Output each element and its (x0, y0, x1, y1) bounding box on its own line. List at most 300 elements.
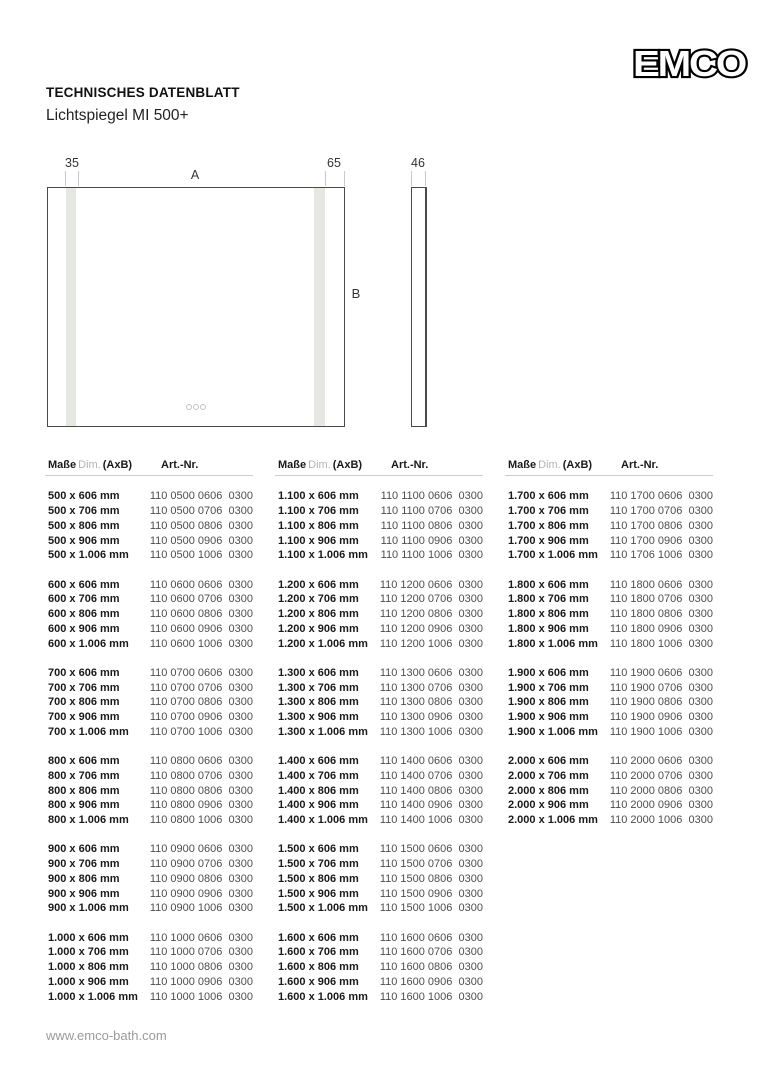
dimension-label-right-strip: 65 (327, 156, 341, 170)
article-number-cell: 110 0900 1006 0300 (149, 902, 253, 915)
size-group (505, 489, 713, 563)
dimension-tick (411, 171, 412, 186)
article-number-cell: 110 0700 0806 0300 (149, 696, 253, 709)
article-number-cell: 110 2000 0606 0300 (609, 755, 713, 768)
article-number-cell: 110 1000 1006 0300 (149, 990, 253, 1003)
article-number-cell: 110 0900 0706 0300 (149, 858, 253, 871)
article-number-cell: 110 0700 0706 0300 (149, 681, 253, 694)
article-number-cell: 110 0500 0606 0300 (149, 490, 253, 503)
table-body (275, 489, 483, 1004)
dimension-column-header (48, 459, 161, 471)
dimension-cell: 1.800 x 706 mm (508, 593, 589, 606)
size-group (45, 577, 253, 651)
article-number-cell: 110 1100 1006 0300 (380, 549, 483, 562)
table-row (275, 901, 483, 916)
touch-control-dots (186, 404, 206, 410)
table-row (505, 710, 713, 725)
dimension-cell: 2.000 x 706 mm (508, 769, 589, 782)
table-row (505, 769, 713, 784)
mirror-front-view (47, 187, 345, 427)
size-group (45, 930, 253, 1004)
dimension-cell: 1.100 x 906 mm (278, 534, 359, 547)
table-row (275, 945, 483, 960)
dimension-cell: 1.000 x 1.006 mm (48, 990, 138, 1003)
touch-dot-icon (186, 404, 192, 410)
table-row (45, 842, 253, 857)
dimension-cell: 900 x 806 mm (48, 872, 120, 885)
dimension-cell: 700 x 606 mm (48, 666, 120, 679)
table-row (45, 930, 253, 945)
dimension-cell: 500 x 906 mm (48, 534, 120, 547)
table-row (275, 725, 483, 740)
dimension-cell: 700 x 706 mm (48, 681, 120, 694)
dimension-cell: 2.000 x 606 mm (508, 755, 589, 768)
dimension-cell: 1.700 x 606 mm (508, 490, 589, 503)
table-row (45, 592, 253, 607)
footer-website-url: www.emco-bath.com (46, 1028, 167, 1043)
dimension-cell: 600 x 906 mm (48, 622, 120, 635)
article-table-column-1 (45, 455, 253, 1004)
article-number-cell: 110 0500 0706 0300 (149, 505, 253, 518)
dimension-cell: 1.600 x 806 mm (278, 961, 359, 974)
table-body (505, 489, 713, 828)
table-row (275, 975, 483, 990)
dimension-cell: 1.900 x 1.006 mm (508, 725, 598, 738)
article-number-cell: 110 1300 0806 0300 (379, 696, 483, 709)
table-row (45, 607, 253, 622)
dimension-cell: 1.000 x 906 mm (48, 975, 129, 988)
table-row (275, 710, 483, 725)
dimension-cell: 600 x 806 mm (48, 608, 120, 621)
article-number-cell: 110 1200 0806 0300 (379, 608, 483, 621)
table-row (45, 754, 253, 769)
header-axb: (AxB) (332, 459, 363, 471)
dimension-cell: 1.200 x 906 mm (278, 622, 359, 635)
article-number-cell: 110 1900 1006 0300 (609, 725, 713, 738)
article-number-cell: 110 0600 0606 0300 (149, 578, 253, 591)
dimension-cell: 1.400 x 606 mm (278, 755, 359, 768)
size-group (505, 754, 713, 828)
dimension-cell: 1.300 x 806 mm (278, 696, 359, 709)
article-number-cell: 110 1706 1006 0300 (609, 549, 713, 562)
article-number-cell: 110 0900 0906 0300 (149, 887, 253, 900)
article-number-cell: 110 2000 0706 0300 (609, 769, 713, 782)
size-group (275, 754, 483, 828)
dimension-cell: 1.300 x 1.006 mm (278, 725, 368, 738)
dimension-cell: 600 x 1.006 mm (48, 637, 129, 650)
dimension-cell: 1.700 x 906 mm (508, 534, 589, 547)
artnr-column-header: Art.-Nr. (391, 459, 429, 471)
size-group (45, 666, 253, 740)
table-row (275, 636, 483, 651)
article-number-cell: 110 0700 0906 0300 (149, 711, 253, 724)
article-number-cell: 110 1500 0706 0300 (379, 858, 483, 871)
table-row (275, 577, 483, 592)
dimension-cell: 1.000 x 806 mm (48, 961, 129, 974)
article-number-cell: 110 1300 0906 0300 (379, 711, 483, 724)
dimension-cell: 1.300 x 606 mm (278, 666, 359, 679)
dimension-tick (65, 171, 66, 186)
table-row (275, 666, 483, 681)
dimension-cell: 1.900 x 906 mm (508, 711, 589, 724)
table-row (505, 666, 713, 681)
article-number-cell: 110 1600 0906 0300 (379, 975, 483, 988)
table-row (45, 945, 253, 960)
table-row (45, 680, 253, 695)
table-row (275, 989, 483, 1004)
article-number-cell: 110 1900 0906 0300 (609, 711, 713, 724)
size-group (45, 754, 253, 828)
dimension-label-width-a: A (190, 168, 200, 182)
table-row (275, 548, 483, 563)
dimension-tick (325, 171, 326, 186)
article-number-cell: 110 1500 0906 0300 (379, 887, 483, 900)
table-row (505, 548, 713, 563)
dimension-cell: 800 x 1.006 mm (48, 814, 129, 827)
article-number-cell: 110 1700 0806 0300 (609, 519, 713, 532)
table-row (275, 872, 483, 887)
dimension-cell: 900 x 906 mm (48, 887, 120, 900)
article-tables (45, 455, 713, 1004)
size-group (275, 930, 483, 1004)
article-number-cell: 110 2000 0906 0300 (609, 799, 713, 812)
article-number-cell: 110 1800 0806 0300 (609, 608, 713, 621)
dimension-cell: 500 x 1.006 mm (48, 549, 129, 562)
dimension-cell: 800 x 906 mm (48, 799, 120, 812)
dimension-cell: 1.200 x 706 mm (278, 593, 359, 606)
dimension-cell: 1.100 x 806 mm (278, 519, 359, 532)
article-number-cell: 110 0600 0906 0300 (149, 622, 253, 635)
dimension-cell: 1.300 x 906 mm (278, 711, 359, 724)
table-row (45, 622, 253, 637)
dimension-cell: 1.200 x 606 mm (278, 578, 359, 591)
table-row (275, 798, 483, 813)
dimension-label-height-b: B (351, 286, 361, 301)
table-row (45, 989, 253, 1004)
dimension-cell: 1.800 x 1.006 mm (508, 637, 598, 650)
dimension-cell: 1.700 x 1.006 mm (508, 549, 598, 562)
table-row (45, 769, 253, 784)
article-number-cell: 110 1000 0606 0300 (149, 931, 253, 944)
table-row (505, 680, 713, 695)
table-row (45, 710, 253, 725)
size-group (505, 577, 713, 651)
table-row (275, 592, 483, 607)
article-number-cell: 110 1600 0606 0300 (379, 931, 483, 944)
dimension-cell: 1.400 x 1.006 mm (278, 814, 368, 827)
article-number-cell: 110 1000 0706 0300 (149, 946, 253, 959)
table-row (505, 783, 713, 798)
table-row (275, 769, 483, 784)
dimension-cell: 1.800 x 906 mm (508, 622, 589, 635)
touch-dot-icon (193, 404, 199, 410)
article-number-cell: 110 1100 0906 0300 (380, 534, 483, 547)
article-number-cell: 110 0800 0906 0300 (149, 799, 253, 812)
table-row (45, 813, 253, 828)
table-row (505, 636, 713, 651)
table-row (505, 533, 713, 548)
table-row (275, 504, 483, 519)
article-number-cell: 110 0800 1006 0300 (149, 814, 253, 827)
table-row (45, 533, 253, 548)
dimension-cell: 1.100 x 706 mm (278, 505, 359, 518)
dimension-tick (425, 171, 426, 186)
emco-logo (630, 45, 748, 83)
dimension-cell: 1.600 x 706 mm (278, 946, 359, 959)
article-number-cell: 110 1600 0806 0300 (379, 961, 483, 974)
size-group (275, 842, 483, 916)
table-row (275, 783, 483, 798)
table-row (505, 607, 713, 622)
article-number-cell: 110 1400 0706 0300 (379, 769, 483, 782)
table-row (505, 798, 713, 813)
touch-dot-icon (200, 404, 206, 410)
header-axb: (AxB) (102, 459, 133, 471)
size-group (45, 489, 253, 563)
table-body (45, 489, 253, 1004)
table-row (45, 783, 253, 798)
table-row (45, 857, 253, 872)
dimension-cell: 1.500 x 806 mm (278, 872, 359, 885)
article-number-cell: 110 0600 0806 0300 (149, 608, 253, 621)
article-number-cell: 110 0700 0606 0300 (149, 666, 253, 679)
article-number-cell: 110 2000 1006 0300 (609, 814, 713, 827)
dimension-cell: 800 x 606 mm (48, 755, 120, 768)
dimension-cell: 700 x 1.006 mm (48, 725, 129, 738)
table-row (275, 886, 483, 901)
table-row (505, 504, 713, 519)
article-number-cell: 110 1300 1006 0300 (379, 725, 483, 738)
dimension-cell: 500 x 706 mm (48, 505, 120, 518)
article-number-cell: 110 1700 0706 0300 (609, 505, 713, 518)
table-row (275, 607, 483, 622)
table-row (45, 960, 253, 975)
article-number-cell: 110 1100 0606 0300 (380, 490, 483, 503)
dimension-cell: 1.800 x 606 mm (508, 578, 589, 591)
dimension-cell: 900 x 606 mm (48, 843, 120, 856)
article-number-cell: 110 1200 0906 0300 (379, 622, 483, 635)
article-number-cell: 110 1900 0606 0300 (609, 666, 713, 679)
dimension-cell: 800 x 806 mm (48, 784, 120, 797)
dimension-cell: 1.400 x 806 mm (278, 784, 359, 797)
article-number-cell: 110 1900 0706 0300 (609, 681, 713, 694)
dimension-cell: 1.900 x 806 mm (508, 696, 589, 709)
dimension-cell: 1.400 x 706 mm (278, 769, 359, 782)
table-row (505, 519, 713, 534)
artnr-column-header: Art.-Nr. (161, 459, 199, 471)
size-group (275, 577, 483, 651)
table-row (275, 622, 483, 637)
dimension-cell: 1.900 x 606 mm (508, 666, 589, 679)
led-light-strip-right (314, 188, 325, 426)
article-number-cell: 110 0500 0906 0300 (149, 534, 253, 547)
table-row (275, 533, 483, 548)
emco-logo-text: EMCO (633, 45, 747, 83)
article-number-cell: 110 1500 0606 0300 (379, 843, 483, 856)
table-row (505, 725, 713, 740)
table-row (45, 975, 253, 990)
dimension-cell: 1.700 x 806 mm (508, 519, 589, 532)
article-table-column-2 (275, 455, 483, 1004)
table-row (505, 592, 713, 607)
dimension-cell: 1.800 x 806 mm (508, 608, 589, 621)
dimension-cell: 2.000 x 806 mm (508, 784, 589, 797)
dimension-cell: 2.000 x 906 mm (508, 799, 589, 812)
dimension-cell: 900 x 706 mm (48, 858, 120, 871)
article-number-cell: 110 1400 1006 0300 (379, 814, 483, 827)
header-masse: Maße (278, 459, 307, 471)
article-number-cell: 110 1800 0906 0300 (609, 622, 713, 635)
page-title: TECHNISCHES DATENBLATT (46, 85, 240, 100)
table-row (505, 754, 713, 769)
article-number-cell: 110 2000 0806 0300 (609, 784, 713, 797)
dimension-cell: 700 x 906 mm (48, 711, 120, 724)
header-axb: (AxB) (562, 459, 593, 471)
table-row (275, 960, 483, 975)
dimension-cell: 600 x 706 mm (48, 593, 120, 606)
dimension-cell: 1.500 x 1.006 mm (278, 902, 368, 915)
table-row (45, 577, 253, 592)
header-masse: Maße (48, 459, 77, 471)
mirror-side-view (411, 187, 427, 427)
dimension-cell: 1.700 x 706 mm (508, 505, 589, 518)
dimension-label-depth: 46 (411, 156, 425, 170)
table-row (505, 489, 713, 504)
article-number-cell: 110 1500 1006 0300 (379, 902, 483, 915)
table-row (45, 489, 253, 504)
size-group (275, 489, 483, 563)
article-number-cell: 110 1700 0606 0300 (609, 490, 713, 503)
article-number-cell: 110 1800 0606 0300 (609, 578, 713, 591)
dimension-cell: 800 x 706 mm (48, 769, 120, 782)
table-row (275, 489, 483, 504)
article-number-cell: 110 1100 0806 0300 (380, 519, 483, 532)
dimension-cell: 1.200 x 806 mm (278, 608, 359, 621)
dimension-cell: 1.600 x 1.006 mm (278, 990, 368, 1003)
header-dim: Dim. (308, 459, 331, 471)
table-header (505, 455, 713, 476)
dimension-tick (344, 171, 345, 186)
dimension-column-header (508, 459, 621, 471)
table-row (275, 930, 483, 945)
article-number-cell: 110 1400 0606 0300 (379, 755, 483, 768)
table-row (45, 636, 253, 651)
table-row (45, 695, 253, 710)
dimension-cell: 900 x 1.006 mm (48, 902, 129, 915)
dimension-column-header (278, 459, 391, 471)
article-number-cell: 110 1200 0706 0300 (379, 593, 483, 606)
article-number-cell: 110 0500 0806 0300 (149, 519, 253, 532)
article-number-cell: 110 1300 0606 0300 (379, 666, 483, 679)
article-number-cell: 110 0800 0806 0300 (149, 784, 253, 797)
dimension-cell: 700 x 806 mm (48, 696, 120, 709)
article-number-cell: 110 1700 0906 0300 (609, 534, 713, 547)
dimension-cell: 1.900 x 706 mm (508, 681, 589, 694)
article-number-cell: 110 1100 0706 0300 (380, 505, 483, 518)
article-number-cell: 110 1400 0806 0300 (379, 784, 483, 797)
dimension-cell: 1.500 x 706 mm (278, 858, 359, 871)
article-number-cell: 110 0900 0606 0300 (149, 843, 253, 856)
size-group (45, 842, 253, 916)
dimension-cell: 1.000 x 606 mm (48, 931, 129, 944)
size-group (505, 666, 713, 740)
table-row (275, 813, 483, 828)
header-dim: Dim. (78, 459, 101, 471)
table-row (505, 695, 713, 710)
article-number-cell: 110 0600 0706 0300 (149, 593, 253, 606)
artnr-column-header: Art.-Nr. (621, 459, 659, 471)
dimension-cell: 600 x 606 mm (48, 578, 120, 591)
table-row (505, 813, 713, 828)
article-number-cell: 110 0900 0806 0300 (149, 872, 253, 885)
article-number-cell: 110 1600 1006 0300 (379, 990, 483, 1003)
dimension-cell: 1.100 x 1.006 mm (278, 549, 368, 562)
dimension-cell: 1.300 x 706 mm (278, 681, 359, 694)
article-number-cell: 110 0800 0706 0300 (149, 769, 253, 782)
article-number-cell: 110 1200 0606 0300 (379, 578, 483, 591)
product-name: Lichtspiegel MI 500+ (46, 107, 189, 124)
table-header (45, 455, 253, 476)
dimension-cell: 1.500 x 906 mm (278, 887, 359, 900)
table-row (45, 548, 253, 563)
dimension-cell: 1.600 x 606 mm (278, 931, 359, 944)
article-number-cell: 110 1800 0706 0300 (609, 593, 713, 606)
table-row (45, 798, 253, 813)
table-row (45, 504, 253, 519)
header-dim: Dim. (538, 459, 561, 471)
table-row (505, 622, 713, 637)
table-row (45, 666, 253, 681)
article-number-cell: 110 1300 0706 0300 (379, 681, 483, 694)
article-number-cell: 110 0500 1006 0300 (149, 549, 253, 562)
article-number-cell: 110 1000 0906 0300 (149, 975, 253, 988)
article-table-column-3 (505, 455, 713, 1004)
table-row (275, 842, 483, 857)
article-number-cell: 110 1800 1006 0300 (609, 637, 713, 650)
table-header (275, 455, 483, 476)
article-number-cell: 110 0800 0606 0300 (149, 755, 253, 768)
article-number-cell: 110 1900 0806 0300 (609, 696, 713, 709)
article-number-cell: 110 0700 1006 0300 (149, 725, 253, 738)
dimension-cell: 500 x 606 mm (48, 490, 120, 503)
table-row (45, 519, 253, 534)
article-number-cell: 110 1400 0906 0300 (379, 799, 483, 812)
dimension-cell: 2.000 x 1.006 mm (508, 814, 598, 827)
table-row (275, 680, 483, 695)
table-row (275, 519, 483, 534)
dimension-cell: 1.000 x 706 mm (48, 946, 129, 959)
article-number-cell: 110 0600 1006 0300 (149, 637, 253, 650)
table-row (45, 901, 253, 916)
article-number-cell: 110 1000 0806 0300 (149, 961, 253, 974)
dimension-cell: 1.200 x 1.006 mm (278, 637, 368, 650)
dimension-label-left-strip: 35 (65, 156, 79, 170)
article-number-cell: 110 1500 0806 0300 (379, 872, 483, 885)
table-row (45, 872, 253, 887)
dimension-tick (78, 171, 79, 186)
article-number-cell: 110 1200 1006 0300 (379, 637, 483, 650)
header-masse: Maße (508, 459, 537, 471)
dimension-cell: 1.600 x 906 mm (278, 975, 359, 988)
led-light-strip-left (66, 188, 76, 426)
dimension-cell: 500 x 806 mm (48, 519, 120, 532)
dimension-cell: 1.500 x 606 mm (278, 843, 359, 856)
dimension-cell: 1.100 x 606 mm (278, 490, 359, 503)
table-row (275, 857, 483, 872)
table-row (45, 725, 253, 740)
size-group (275, 666, 483, 740)
table-row (45, 886, 253, 901)
